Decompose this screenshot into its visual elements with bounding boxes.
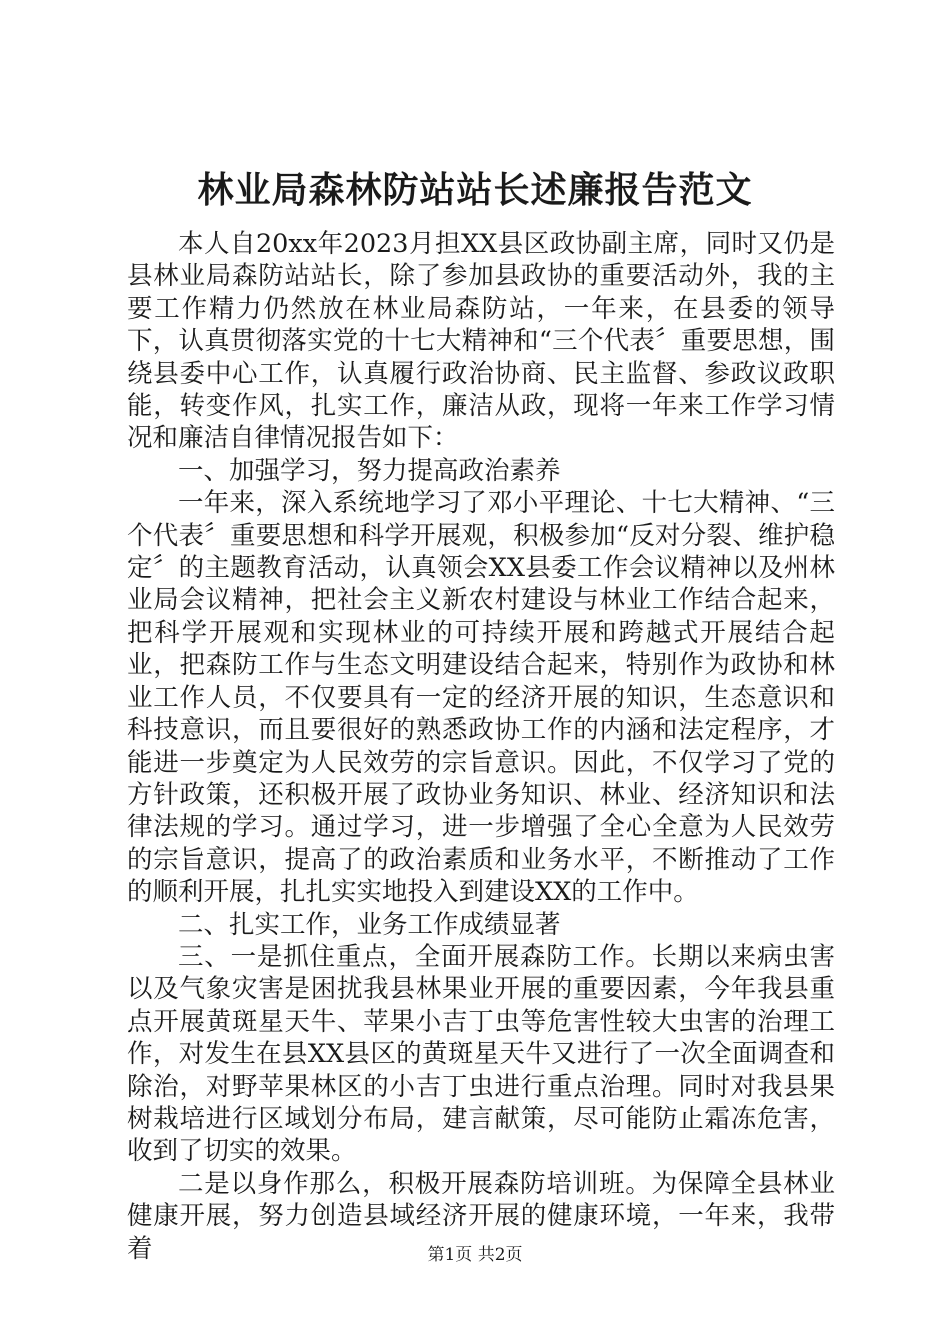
- paragraph-training: 二是以身作那么，积极开展森防培训班。为保障全县林业健康开展，努力创造县域经济开展的健康环境，一年来，我带着: [127, 1168, 835, 1264]
- section-heading-study: 一、加强学习，努力提高政治素养: [178, 455, 561, 486]
- document-body: [127, 228, 835, 1265]
- section-heading-work: 二、扎实工作，业务工作成绩显著: [178, 909, 561, 940]
- document-title: 林业局森林防站站长述廉报告范文: [197, 169, 753, 211]
- paragraph-intro: 本人自20xx年2023月担XX县区政协副主席，同时又仍是县林业局森防站站长，除了参加县政协的重要活动外，我的主要工作精力仍然放在林业局森防站，一年来，在县委的领导下，认真贯彻落实党的十七大精神和“三个代表〞重要思想，围绕县委中心工作，认真履行政治协商、民主监督、参政议政职能，转变作风，扎实工作，廉洁从政，现将一年来工作学习情况和廉洁自律情况报告如下：: [127, 229, 835, 454]
- paragraph-study: 一年来，深入系统地学习了邓小平理论、十七大精神、“三个代表〞重要思想和科学开展观，积极参加“反对分裂、维护稳定〞的主题教育活动，认真领会XX县委工作会议精神以及州林业局会议精神，把社会主义新农村建设与林业工作结合起来，把科学开展观和实现林业的可持续开展和跨越式开展结合起业，把森防工作与生态文明建设结合起来，特别作为政协和林业工作人员，不仅要具有一定的经济开展的知识，生态意识和科技意识，而且要很好的熟悉政协工作的内涵和法定程序，才能进一步奠定为人民效劳的宗旨意识。因此，不仅学习了党的方针政策，还积极开展了政协业务知识、林业、经济知识和法律法规的学习。通过学习，进一步增强了全心全意为人民效劳的宗旨意识，提高了的政治素质和业务水平，不断推动了工作的顺利开展，扎扎实实地投入到建设XX的工作中。: [127, 488, 835, 908]
- paragraph-forest-protection: 三、一是抓住重点，全面开展森防工作。长期以来病虫害以及气象灾害是困扰我县林果业开展的重要因素，今年我县重点开展黄斑星天牛、苹果小吉丁虫等危害性较大虫害的治理工作，对发生在县XX县区的黄斑星天牛又进行了一次全面调查和除治，对野苹果林区的小吉丁虫进行重点治理。同时对我县果树栽培进行区域划分布局，建言献策，尽可能防止霜冻危害，收到了切实的效果。: [127, 941, 835, 1167]
- page-footer: 第1页 共2页: [427, 1245, 523, 1265]
